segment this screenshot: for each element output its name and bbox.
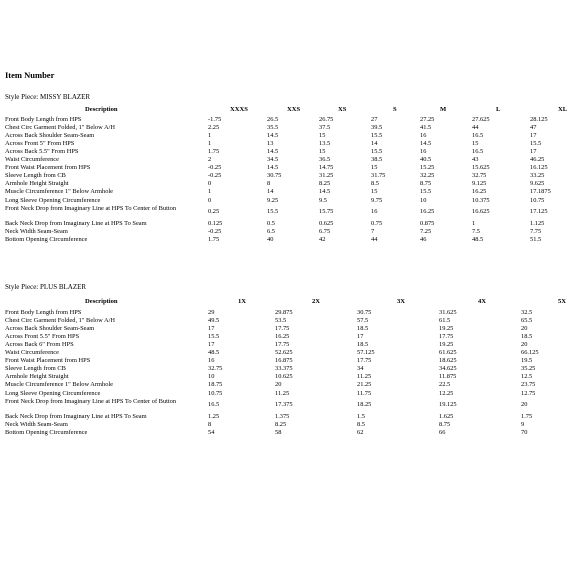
measurement-value: 17.1875 xyxy=(530,188,551,196)
measurement-value: 40 xyxy=(267,236,274,244)
measurement-value: 11.875 xyxy=(439,373,457,381)
measurement-value: 15 xyxy=(472,140,479,148)
measurement-value: 27.625 xyxy=(472,116,490,123)
measurement-value: 43 xyxy=(472,156,479,164)
measurement-description: Neck Width Seam-Seam xyxy=(5,228,68,236)
measurement-value: 17.75 xyxy=(275,341,290,349)
table-row xyxy=(5,398,575,407)
measurement-value: 9.75 xyxy=(371,196,383,204)
measurement-value: 18.5 xyxy=(521,333,533,341)
measurement-value: 20 xyxy=(275,381,282,389)
measurement-value: 34.625 xyxy=(439,365,457,373)
measurement-value: 52.625 xyxy=(275,349,293,357)
measurement-description: Front Waist Placement from HPS xyxy=(5,357,91,365)
measurement-description: Muscle Circumference 1" Below Armhole xyxy=(5,381,114,389)
measurement-value: 14.75 xyxy=(319,164,334,172)
measurement-value: 32.75 xyxy=(472,172,487,180)
measurement-value: 31.75 xyxy=(371,172,386,180)
measurement-value: 1.375 xyxy=(275,413,290,421)
measurement-value: 41.5 xyxy=(420,124,432,132)
measurement-value: 32.5 xyxy=(521,309,533,316)
measurement-value: 15.5 xyxy=(371,132,383,140)
measurement-description: Across Back Shoulder Seam-Seam xyxy=(5,132,95,140)
measurement-value: 9.625 xyxy=(530,180,545,188)
measurement-value: 1.5 xyxy=(357,413,365,421)
measurement-value: 37.5 xyxy=(319,124,331,132)
measurement-value: 22.5 xyxy=(439,381,451,389)
measurement-value: 23.75 xyxy=(521,381,536,389)
size-header-2x: 2X xyxy=(312,298,321,305)
measurement-description: Front Body Length from HPS xyxy=(5,116,82,123)
measurement-value: 16.25 xyxy=(420,207,435,215)
measurement-value: 16 xyxy=(420,132,427,140)
measurement-value: 18.25 xyxy=(357,400,372,408)
measurement-value: -0.25 xyxy=(208,228,222,236)
measurement-value: 1 xyxy=(208,188,212,196)
measurement-description: Front Neck Drop from Imaginary Line at HPS To Center of Button xyxy=(5,204,177,212)
measurement-value: 1.75 xyxy=(208,236,220,244)
measurement-value: 16 xyxy=(420,148,427,156)
measurement-value: 57.125 xyxy=(357,349,375,357)
measurement-value: 15.5 xyxy=(371,148,383,156)
measurement-description: Back Neck Drop from Imaginary Line at HPS To Seam xyxy=(5,220,147,228)
measurement-description: Sleeve Length from CB xyxy=(5,172,66,180)
measurement-value: 8.25 xyxy=(319,180,331,188)
measurement-value: 17.75 xyxy=(275,325,290,333)
measurement-value: 31.25 xyxy=(319,172,334,180)
size-header-s: S xyxy=(393,106,397,113)
measurement-value: 17 xyxy=(530,148,537,156)
measurement-description: Back Neck Drop from Imaginary Line at HPS To Seam xyxy=(5,413,147,421)
measurement-value: 9.5 xyxy=(319,196,327,204)
measurement-value: 9 xyxy=(521,421,525,429)
description-header: Description xyxy=(85,106,118,113)
measurement-value: 17.375 xyxy=(275,400,293,408)
measurement-value: 1.75 xyxy=(521,413,533,421)
size-header-m: M xyxy=(440,106,447,113)
measurement-value: 16.5 xyxy=(472,148,484,156)
measurement-value: 8 xyxy=(208,421,212,429)
measurement-value: 44 xyxy=(472,124,479,132)
measurement-value: 8.25 xyxy=(275,421,287,429)
measurement-value: 15 xyxy=(371,188,378,196)
measurement-value: 8.75 xyxy=(439,421,451,429)
measurement-description: Waist Circumference xyxy=(5,156,59,164)
measurement-value: 32.25 xyxy=(420,172,435,180)
measurement-value: 48.5 xyxy=(472,236,484,244)
measurement-value: 1.125 xyxy=(530,220,545,228)
measurement-value: 1.625 xyxy=(439,413,454,421)
measurement-value: 18.5 xyxy=(357,341,369,349)
measurement-value: 33.25 xyxy=(530,172,545,180)
measurement-value: 66.125 xyxy=(521,349,539,357)
measurement-description: Across Front 5" From HPS xyxy=(5,140,75,148)
measurement-description: Chest Circ Garment Folded, 1" Below A/H xyxy=(5,317,115,325)
measurement-value: 1.25 xyxy=(208,413,220,421)
measurement-value: 31.625 xyxy=(439,309,457,316)
measurement-value: 14 xyxy=(267,188,274,196)
size-header-4x: 4X xyxy=(478,298,487,305)
measurement-value: 27 xyxy=(371,116,378,123)
measurement-value: 13 xyxy=(267,140,274,148)
measurement-value: 11.25 xyxy=(275,389,290,397)
measurement-value: 6.5 xyxy=(267,228,275,236)
measurement-description: Across Back 6" From HPS xyxy=(5,341,74,349)
measurement-value: 17 xyxy=(357,333,364,341)
measurement-value: 10 xyxy=(420,196,427,204)
measurement-value: 19.25 xyxy=(439,341,454,349)
measurement-value: 30.75 xyxy=(267,172,282,180)
measurement-value: 16 xyxy=(371,207,378,215)
measurement-value: 1 xyxy=(208,140,212,148)
measurement-value: 16.125 xyxy=(530,164,548,172)
size-header-xs: XS xyxy=(338,106,347,113)
measurement-value: 15 xyxy=(371,164,378,172)
measurement-value: 9.25 xyxy=(267,196,279,204)
measurement-value: 7.25 xyxy=(420,228,432,236)
measurement-value: 14.5 xyxy=(420,140,432,148)
measurement-value: 11.25 xyxy=(357,373,372,381)
measurement-value: 13.5 xyxy=(319,140,331,148)
table-row xyxy=(5,429,575,438)
measurement-value: 48.5 xyxy=(208,349,220,357)
measurement-value: 16.25 xyxy=(275,333,290,341)
measurement-value: 1 xyxy=(208,132,212,140)
measurement-value: 19.25 xyxy=(439,325,454,333)
measurement-value: 0.25 xyxy=(208,207,220,215)
measurement-value: 14.5 xyxy=(267,132,279,140)
measurement-value: 18.75 xyxy=(208,381,223,389)
style-piece-missy: Style Piece: MISSY BLAZER xyxy=(5,93,91,101)
measurement-value: 12.5 xyxy=(521,373,533,381)
measurement-value: 17 xyxy=(208,341,215,349)
measurement-value: 16.875 xyxy=(275,357,293,365)
measurement-description: Sleeve Length from CB xyxy=(5,365,66,373)
measurement-value: -0.25 xyxy=(208,164,222,172)
measurement-value: 8.5 xyxy=(371,180,379,188)
measurement-value: 15.75 xyxy=(319,207,334,215)
plus-header-row xyxy=(5,298,575,307)
measurement-value: 16.5 xyxy=(208,400,220,408)
measurement-value: 1.75 xyxy=(208,148,220,156)
missy-header-row xyxy=(5,106,575,115)
size-header-xl: XL xyxy=(558,106,568,113)
measurement-value: 12.25 xyxy=(439,389,454,397)
measurement-description: Front Neck Drop from Imaginary Line at HPS To Center of Button xyxy=(5,397,177,405)
measurement-value: 20 xyxy=(521,400,528,408)
measurement-value: -1.75 xyxy=(208,116,222,123)
measurement-value: 0 xyxy=(208,180,212,188)
measurement-value: 49.5 xyxy=(208,317,220,325)
table-row xyxy=(5,205,575,214)
measurement-value: 26.75 xyxy=(319,116,334,123)
measurement-value: 10 xyxy=(208,373,215,381)
measurement-value: 12.75 xyxy=(521,389,536,397)
measurement-value: 2.25 xyxy=(208,124,220,132)
size-header-xxs: XXS xyxy=(287,106,301,113)
measurement-value: 30.75 xyxy=(357,309,372,316)
measurement-value: 62 xyxy=(357,429,364,437)
measurement-value: 26.5 xyxy=(267,116,279,123)
measurement-value: 35.25 xyxy=(521,365,536,373)
measurement-value: 14.5 xyxy=(267,148,279,156)
measurement-value: 20 xyxy=(521,325,528,333)
measurement-description: Across Back Shoulder Seam-Seam xyxy=(5,325,95,333)
style-piece-plus: Style Piece: PLUS BLAZER xyxy=(5,283,87,291)
measurement-value: 16.5 xyxy=(472,132,484,140)
measurement-value: 0.125 xyxy=(208,220,223,228)
description-header: Description xyxy=(85,298,118,305)
measurement-value: 21.25 xyxy=(357,381,372,389)
measurement-value: 61.625 xyxy=(439,349,457,357)
measurement-description: Bottom Opening Circumference xyxy=(5,236,88,244)
measurement-value: 17.75 xyxy=(439,333,454,341)
measurement-description: Across Front 5.5" From HPS xyxy=(5,333,80,341)
measurement-description: Armhole Height Straight xyxy=(5,180,69,188)
measurement-description: Front Body Length from HPS xyxy=(5,309,82,316)
measurement-value: 44 xyxy=(371,236,378,244)
measurement-value: 65.5 xyxy=(521,317,533,325)
measurement-value: 6.75 xyxy=(319,228,331,236)
measurement-value: 57.5 xyxy=(357,317,369,325)
measurement-value: 34 xyxy=(357,365,364,373)
measurement-value: 11.75 xyxy=(357,389,372,397)
size-header-l: L xyxy=(496,106,501,113)
item-number-heading: Item Number xyxy=(5,70,55,80)
measurement-value: 46.25 xyxy=(530,156,545,164)
measurement-value: 27.25 xyxy=(420,116,435,123)
measurement-value: 14.5 xyxy=(267,164,279,172)
measurement-value: 46 xyxy=(420,236,427,244)
measurement-value: 0.75 xyxy=(371,220,383,228)
size-header-3x: 3X xyxy=(397,298,406,305)
measurement-value: 51.5 xyxy=(530,236,542,244)
size-header-1x: 1X xyxy=(238,298,247,305)
measurement-value: 40.5 xyxy=(420,156,432,164)
measurement-value: 0.5 xyxy=(267,220,275,228)
measurement-value: 15.5 xyxy=(420,188,432,196)
measurement-value: 8.75 xyxy=(420,180,432,188)
measurement-value: 15 xyxy=(319,132,326,140)
measurement-value: 7.75 xyxy=(530,228,542,236)
measurement-value: 14.5 xyxy=(319,188,331,196)
measurement-value: 29 xyxy=(208,309,215,316)
measurement-value: 15.5 xyxy=(530,140,542,148)
table-row xyxy=(5,236,575,245)
measurement-value: 29.875 xyxy=(275,309,293,316)
measurement-value: 34.5 xyxy=(267,156,279,164)
measurement-value: 7.5 xyxy=(472,228,480,236)
measurement-value: 28.125 xyxy=(530,116,548,123)
measurement-value: 17.75 xyxy=(357,357,372,365)
measurement-value: 32.75 xyxy=(208,365,223,373)
measurement-value: 14 xyxy=(371,140,378,148)
measurement-value: 0.875 xyxy=(420,220,435,228)
measurement-description: Armhole Height Straight xyxy=(5,373,69,381)
measurement-value: 54 xyxy=(208,429,215,437)
measurement-value: 35.5 xyxy=(267,124,279,132)
measurement-value: 0 xyxy=(208,196,212,204)
measurement-value: 16.625 xyxy=(472,207,490,215)
measurement-value: 38.5 xyxy=(371,156,383,164)
measurement-value: 10.75 xyxy=(208,389,223,397)
measurement-value: 8.5 xyxy=(357,421,365,429)
measurement-value: 17 xyxy=(208,325,215,333)
size-header-5x: 5X xyxy=(558,298,567,305)
measurement-value: 47 xyxy=(530,124,537,132)
measurement-value: 8 xyxy=(267,180,271,188)
measurement-value: 7 xyxy=(371,228,375,236)
measurement-value: 10.625 xyxy=(275,373,293,381)
measurement-value: 58 xyxy=(275,429,282,437)
measurement-description: Chest Circ Garment Folded, 1" Below A/H xyxy=(5,124,115,132)
measurement-value: 66 xyxy=(439,429,446,437)
measurement-value: 19.125 xyxy=(439,400,457,408)
measurement-value: 42 xyxy=(319,236,326,244)
measurement-value: 20 xyxy=(521,341,528,349)
measurement-value: 10.375 xyxy=(472,196,490,204)
measurement-value: 33.375 xyxy=(275,365,293,373)
measurement-value: 2 xyxy=(208,156,212,164)
measurement-value: 15.5 xyxy=(208,333,220,341)
measurement-description: Waist Circumference xyxy=(5,349,59,357)
measurement-value: 16 xyxy=(208,357,215,365)
measurement-description: Neck Width Seam-Seam xyxy=(5,421,68,429)
measurement-value: 53.5 xyxy=(275,317,287,325)
measurement-value: 18.625 xyxy=(439,357,457,365)
measurement-value: 19.5 xyxy=(521,357,533,365)
measurement-value: 16.25 xyxy=(472,188,487,196)
measurement-value: 17 xyxy=(530,132,537,140)
measurement-description: Across Back 5.5" From HPS xyxy=(5,148,79,156)
measurement-value: 15.625 xyxy=(472,164,490,172)
measurement-value: 61.5 xyxy=(439,317,451,325)
measurement-value: 15.25 xyxy=(420,164,435,172)
measurement-description: Bottom Opening Circumference xyxy=(5,429,88,437)
measurement-value: 39.5 xyxy=(371,124,383,132)
measurement-value: 18.5 xyxy=(357,325,369,333)
measurement-value: 15.5 xyxy=(267,207,279,215)
measurement-description: Long Sleeve Opening Circumference xyxy=(5,389,101,397)
measurement-value: 9.125 xyxy=(472,180,487,188)
measurement-value: -0.25 xyxy=(208,172,222,180)
size-header-xxxs: XXXS xyxy=(230,106,248,113)
measurement-description: Front Waist Placement from HPS xyxy=(5,164,91,172)
measurement-value: 10.75 xyxy=(530,196,545,204)
measurement-description: Muscle Circumference 1" Below Armhole xyxy=(5,188,114,196)
measurement-value: 36.5 xyxy=(319,156,331,164)
measurement-value: 0.625 xyxy=(319,220,334,228)
measurement-value: 1 xyxy=(472,220,476,228)
measurement-description: Long Sleeve Opening Circumference xyxy=(5,196,101,204)
measurement-value: 15 xyxy=(319,148,326,156)
measurement-value: 17.125 xyxy=(530,207,548,215)
measurement-value: 70 xyxy=(521,429,528,437)
